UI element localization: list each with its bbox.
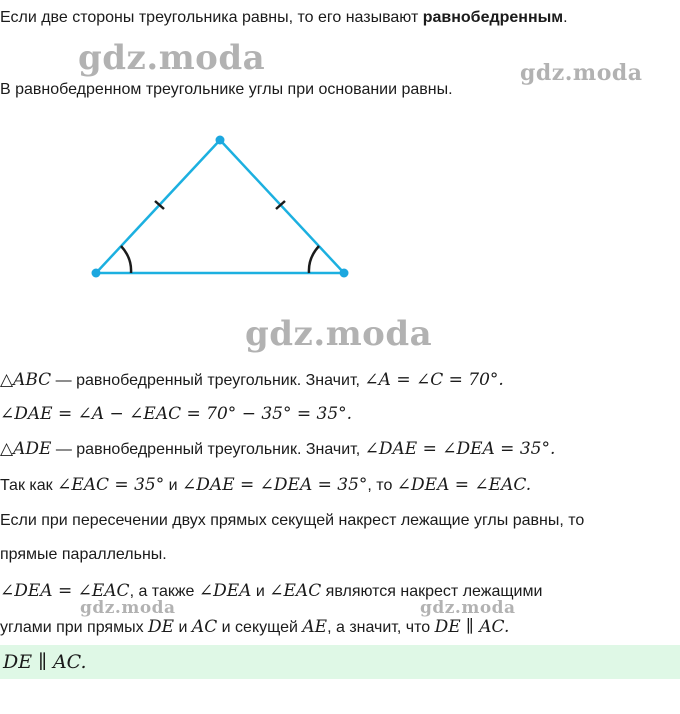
solution-line-5 [0,511,584,531]
text: Так как [0,477,58,494]
math-expr: △ABC [0,370,52,390]
math-expr: ∠A = ∠C = 70°. [364,370,504,390]
text: являются накрест лежащими [321,583,543,600]
math-expr: ∠DAE = ∠DEA = 35° [182,475,368,495]
definition-text: Если две стороны треугольника равны, то его называют [0,9,423,26]
math-expr: ∠EAC = 35° [57,475,165,495]
math-expr: ∠DEA = ∠EAC. [396,475,532,495]
text: — равнобедренный треугольник. Значит, [51,372,365,389]
definition-term: равнобедренным [422,9,564,26]
text: Если при пересечении двух прямых секущей накрест лежащие углы равны, то [0,512,585,529]
text: и [251,583,270,600]
property-text: В равнобедренном треугольнике углы при основании равны. [0,81,453,98]
watermark: gdz.moda [420,598,516,618]
solution-line-7 [0,581,542,602]
definition-end: . [563,9,568,26]
vertex-point-left [92,269,101,278]
text: углами при прямых [0,619,149,636]
watermark: gdz.moda [80,598,176,618]
math-expr: ∠DAE = ∠DEA = 35°. [364,439,556,459]
math-expr: ∠DAE = ∠A − ∠EAC = 70° − 35° = 35°. [0,404,353,424]
math-expr: ∠EAC [269,581,322,601]
text: , а значит, что [327,619,435,636]
answer-text: DE ∥ AC. [3,651,87,673]
solution-line-8 [0,617,509,638]
triangle-side-right [220,140,344,273]
text: , то [367,477,397,494]
triangle-group [92,136,349,278]
solution-line-1 [0,370,504,391]
base-angle-arc-left [121,246,131,273]
solution-line-4 [0,475,531,496]
math-expr: ∠DEA = ∠EAC [0,581,130,601]
math-expr: △ADE [0,439,52,459]
solution-line-6 [0,545,167,565]
text: и [174,619,192,636]
solution-line-2 [0,404,352,425]
vertex-point-right [340,269,349,278]
math-expr: AC [191,617,218,637]
watermark: gdz.moda [245,314,433,354]
watermark: gdz.moda [78,38,266,78]
triangle-side-left [96,140,220,273]
math-expr: DE ∥ AC. [434,617,510,637]
text: и секущей [217,619,303,636]
solution-line-3 [0,439,555,460]
vertex-point-top [216,136,225,145]
base-angle-arc-right [309,246,319,273]
watermark: gdz.moda [520,60,643,86]
text: прямые параллельны. [0,546,167,563]
math-expr: AE [302,617,328,637]
math-expr: ∠DEA [198,581,252,601]
math-expr: DE [148,617,175,637]
text: , а также [129,583,199,600]
text: и [164,477,183,494]
answer-box [0,645,680,679]
text: — равнобедренный треугольник. Значит, [51,441,365,458]
